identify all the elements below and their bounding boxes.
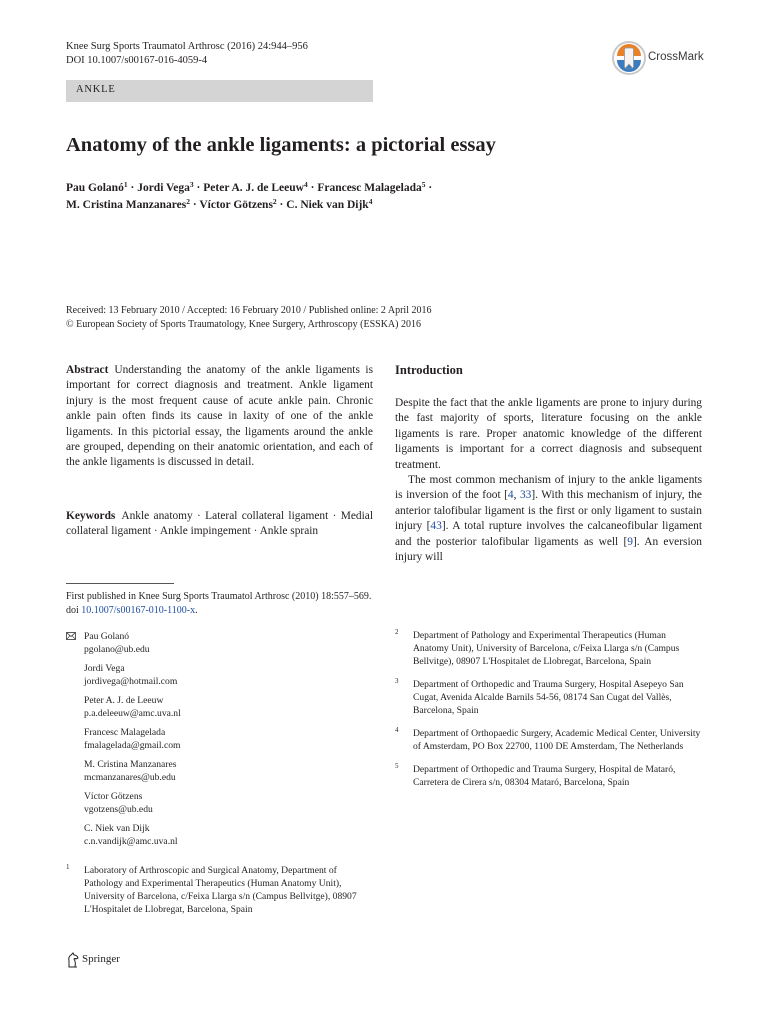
intro-text: ]. With this mechanism of injury, the anterior talofibular ligament is the first or only ligament to sustain injury [	[395, 489, 702, 533]
intro-paragraph-2	[395, 473, 702, 565]
author-name: Jordi Vega	[137, 182, 190, 194]
affiliation-number: 3	[395, 677, 399, 685]
author-affil-sup: 4	[368, 197, 373, 206]
author-line-1: Pau Golanó$^1$ · Jordi Vega$^3$ · Peter A. J. de Leeuw$^4$ · Francesc Malagelada$^5$ ·	[66, 180, 433, 194]
citation-link[interactable]: 4	[507, 489, 514, 502]
author-name: Francesc Malagelada	[317, 182, 422, 194]
journal-citation: Knee Surg Sports Traumatol Arthrosc (2016) 24:944–956	[66, 41, 308, 52]
crossmark-label: CrossMark	[648, 51, 704, 63]
contact-entry	[84, 822, 364, 848]
footnote-divider	[66, 583, 174, 584]
affiliation	[395, 727, 702, 753]
author-name: Víctor Götzens	[199, 199, 273, 211]
author-name: Peter A. J. de Leeuw	[203, 182, 304, 194]
author-affil-sup: 2	[272, 197, 277, 206]
introduction-body	[395, 396, 702, 565]
affiliation-number: 5	[395, 762, 399, 770]
intro-text: The most common mechanism of injury to the ankle ligaments is inversion of the foot [	[395, 474, 702, 502]
section-label: ANKLE	[76, 84, 116, 95]
affiliations-left	[66, 864, 373, 926]
abstract-heading: Abstract	[66, 364, 109, 376]
author-name: C. Niek van Dijk	[286, 199, 369, 211]
contact-email[interactable]: jordivega@hotmail.com	[84, 676, 178, 687]
citation-link[interactable]: 43	[430, 520, 442, 533]
author-line-2: M. Cristina Manzanares$^2$ · Víctor Götzens$^2$ · C. Niek van Dijk$^4$	[66, 197, 373, 211]
first-published-text: First published in Knee Surg Sports Traumatol Arthrosc (2010) 18:557–569. doi	[66, 591, 372, 616]
abstract	[66, 363, 373, 471]
intro-paragraph-1: Despite the fact that the ankle ligaments are prone to injury during the fast majority of sports, literature focusing on the ankle ligaments is rare. Proper anatomic knowledge of the different ligaments is important for a correct diagnosis and subsequent treatment.	[395, 397, 702, 471]
contact-email[interactable]: vgotzens@ub.edu	[84, 804, 153, 815]
envelope-icon	[66, 632, 76, 640]
author-name: Pau Golanó	[66, 182, 124, 194]
publication-dates	[66, 304, 432, 332]
introduction-heading: Introduction	[395, 363, 463, 377]
affiliation-text: Department of Orthopedic and Trauma Surgery, Hospital de Mataró, Carretera de Cirera s/n, 08304 Mataró, Barcelona, Spain	[413, 764, 676, 788]
contact-name: Francesc Malagelada	[84, 727, 166, 738]
crossmark-badge[interactable]	[612, 40, 722, 76]
author-affil-sup: 5	[421, 180, 426, 189]
first-published-doi-link[interactable]: 10.1007/s00167-010-1100-x	[81, 604, 196, 616]
affiliation	[395, 678, 702, 717]
contact-email[interactable]: mcmanzanares@ub.edu	[84, 772, 176, 783]
abstract-text: Understanding the anatomy of the ankle ligaments is important for correct diagnosis and treatment. Ankle ligament injury is the most frequent cause of acute ankle pain. Chronic ankle pain often finds its cause in laxity of one of the ankle ligaments. In this pictorial essay, the ligaments around the ankle are grouped, depending on their anatomic orientation, and each of the ankle ligaments is discussed in detail.	[66, 364, 373, 469]
contact-name: Víctor Götzens	[84, 791, 143, 802]
contact-email[interactable]: fmalagelada@gmail.com	[84, 740, 181, 751]
contact-list	[84, 630, 364, 854]
citation-link[interactable]: 33	[519, 489, 532, 502]
contact-entry	[84, 790, 364, 816]
affiliation	[66, 864, 373, 916]
contact-email[interactable]: pgolano@ub.edu	[84, 644, 150, 655]
intro-text: ]. A total rupture involves the calcaneofibular ligament and the posterior talofibular ligaments as well [	[395, 520, 702, 548]
contact-email[interactable]: c.n.vandijk@amc.uva.nl	[84, 836, 178, 847]
journal-doi: DOI 10.1007/s00167-016-4059-4	[66, 55, 208, 66]
first-published-suffix: .	[195, 604, 198, 616]
contact-entry	[84, 630, 364, 656]
crossmark-icon	[612, 40, 646, 76]
author-affil-sup: 3	[189, 180, 194, 189]
citation-link[interactable]: 9	[627, 535, 633, 548]
contact-name: M. Cristina Manzanares	[84, 759, 177, 770]
keywords-text: Ankle anatomy · Lateral collateral ligament · Medial collateral ligament · Ankle impingement · Ankle sprain	[66, 510, 373, 538]
first-published-note	[66, 590, 373, 617]
affiliation-number: 2	[395, 628, 399, 636]
contact-email[interactable]: p.a.deleeuw@amc.uva.nl	[84, 708, 181, 719]
contact-entry	[84, 758, 364, 784]
contact-entry	[84, 694, 364, 720]
author-affil-sup: 2	[186, 197, 190, 206]
affiliation-text: Department of Orthopaedic Surgery, Academic Medical Center, University of Amsterdam, PO Box 22700, 1100 DE Amsterdam, The Netherlands	[413, 728, 701, 752]
contact-entry	[84, 726, 364, 752]
author-list	[66, 180, 432, 214]
author-affil-sup: 1	[123, 180, 128, 189]
copyright-notice: © European Society of Sports Traumatology, Knee Surgery, Arthroscopy (ESSKA) 2016	[66, 319, 421, 330]
section-bar	[66, 80, 373, 102]
contact-entry	[84, 662, 364, 688]
publication-history: Received: 13 February 2010 / Accepted: 16 February 2010 / Published online: 2 April 2016	[66, 305, 432, 316]
author-name: M. Cristina Manzanares	[66, 199, 187, 211]
affiliation	[395, 629, 702, 668]
intro-text: ]. An eversion injury will	[395, 535, 702, 564]
contact-name: Jordi Vega	[84, 663, 125, 674]
affiliation	[395, 763, 702, 789]
journal-header	[66, 40, 308, 68]
affiliations-right	[395, 629, 702, 799]
affiliation-text: Department of Pathology and Experimental Therapeutics (Human Anatomy Unit), University of Barcelona, c/Feixa Llarga s/n (Campus Bellvitge), 08907 L'Hospitalet de Llobregat, Barcelona, Spain	[413, 630, 680, 667]
publisher-name: Springer	[82, 953, 120, 965]
affiliation-number: 1	[66, 863, 70, 871]
keywords	[66, 509, 373, 540]
springer-horse-icon	[66, 952, 80, 968]
contact-name: Peter A. J. de Leeuw	[84, 695, 164, 706]
contact-name: Pau Golanó	[84, 631, 130, 642]
intro-text: ,	[513, 489, 520, 502]
article-title: Anatomy of the ankle ligaments: a pictorial essay	[66, 134, 496, 156]
contact-name: C. Niek van Dijk	[84, 823, 150, 834]
author-affil-sup: 4	[303, 180, 308, 189]
affiliation-text: Laboratory of Arthroscopic and Surgical Anatomy, Department of Pathology and Experimental Therapeutics (Human Anatomy Unit), University of Barcelona, c/Feixa Llarga s/n (Campus Bellvitge), 08907 L'Hospitalet de Llobregat, Barcelona, Spain	[84, 865, 357, 915]
keywords-heading: Keywords	[66, 510, 116, 522]
affiliation-number: 4	[395, 726, 399, 734]
affiliation-text: Department of Orthopedic and Trauma Surgery, Hospital Asepeyo San Cugat, Avenida Alcalde Barnils 54-56, 08174 San Cugat del Vallès, Barcelona, Spain	[413, 679, 684, 716]
